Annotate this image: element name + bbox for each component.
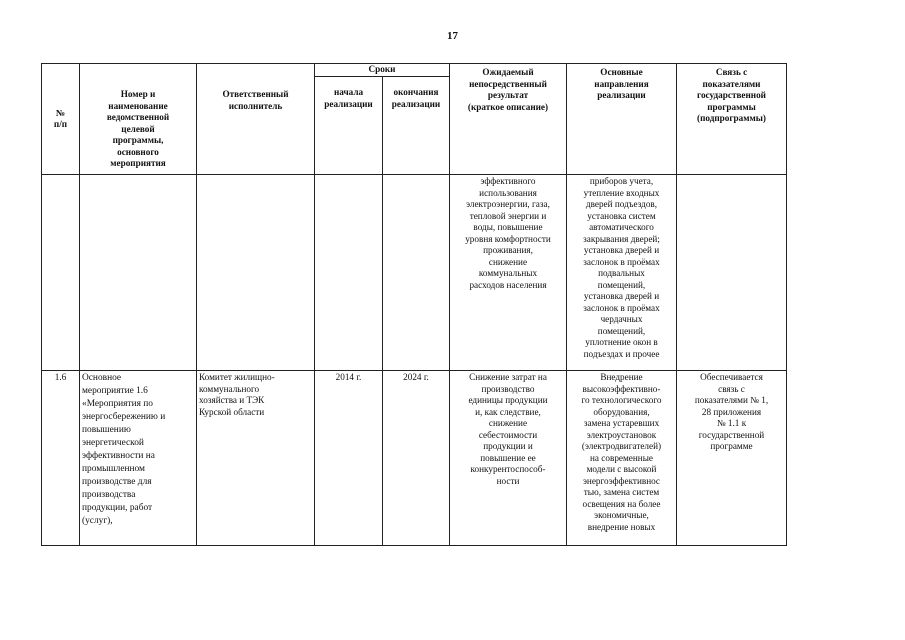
table-row	[42, 371, 787, 546]
row-end	[383, 175, 450, 371]
header-row-top	[42, 64, 787, 77]
row-num	[42, 175, 80, 371]
header-start: начала реализации	[315, 77, 383, 175]
row-link	[677, 175, 787, 371]
header-num: № п/п	[42, 64, 80, 175]
page-number: 17	[447, 30, 458, 42]
header-result: Ожидаемый непосредственный результат (краткое описание)	[450, 64, 567, 175]
row-start	[315, 175, 383, 371]
header-program: Номер и наименование ведомственной целевой программы, основного мероприятия	[80, 64, 197, 175]
header-end: окончания реализации	[383, 77, 450, 175]
row-start: 2014 г.	[315, 371, 383, 546]
row-result: эффективного использования электроэнергии, газа, тепловой энергии и воды, повышение уровня комфортности проживания, снижение коммунальных расходов населения	[450, 175, 567, 371]
row-link: Обеспечивается связь с показателями № 1, 28 приложения № 1.1 к государственной программе	[677, 371, 787, 546]
row-end: 2024 г.	[383, 371, 450, 546]
row-num: 1.6	[42, 371, 80, 546]
program-table	[41, 63, 787, 546]
header-directions: Основные направления реализации	[567, 64, 677, 175]
row-directions: приборов учета, утепление входных дверей подъездов, установка систем автоматического закрывания дверей; установка дверей и заслонок в проёмах подвальных помещений, установка дверей и заслонок в проёмах чердачных помещений, уплотнение окон в подъездах и прочее	[567, 175, 677, 371]
row-executor: Комитет жилищно- коммунального хозяйства и ТЭК Курской области	[197, 371, 315, 546]
row-executor	[197, 175, 315, 371]
table-row	[42, 175, 787, 371]
header-link: Связь с показателями государственной программы (подпрограммы)	[677, 64, 787, 175]
row-result: Снижение затрат на производство единицы продукции и, как следствие, снижение себестоимости продукции и повышение ее конкурентоспособ- ности	[450, 371, 567, 546]
row-program: Основное мероприятие 1.6 «Мероприятия по энергосбережению и повышению энергетической эффективности на промышленном производстве для производства продукции, работ (услуг),	[80, 371, 197, 546]
header-executor: Ответственный исполнитель	[197, 64, 315, 175]
row-directions: Внедрение высокоэффективно- го технологического оборудования, замена устаревших электроустановок (электродвигателей) на современные модели с высокой энергоэффективнос тью, замена систем освещения на более экономичные, внедрение новых	[567, 371, 677, 546]
header-terms: Сроки	[315, 64, 450, 77]
row-program	[80, 175, 197, 371]
